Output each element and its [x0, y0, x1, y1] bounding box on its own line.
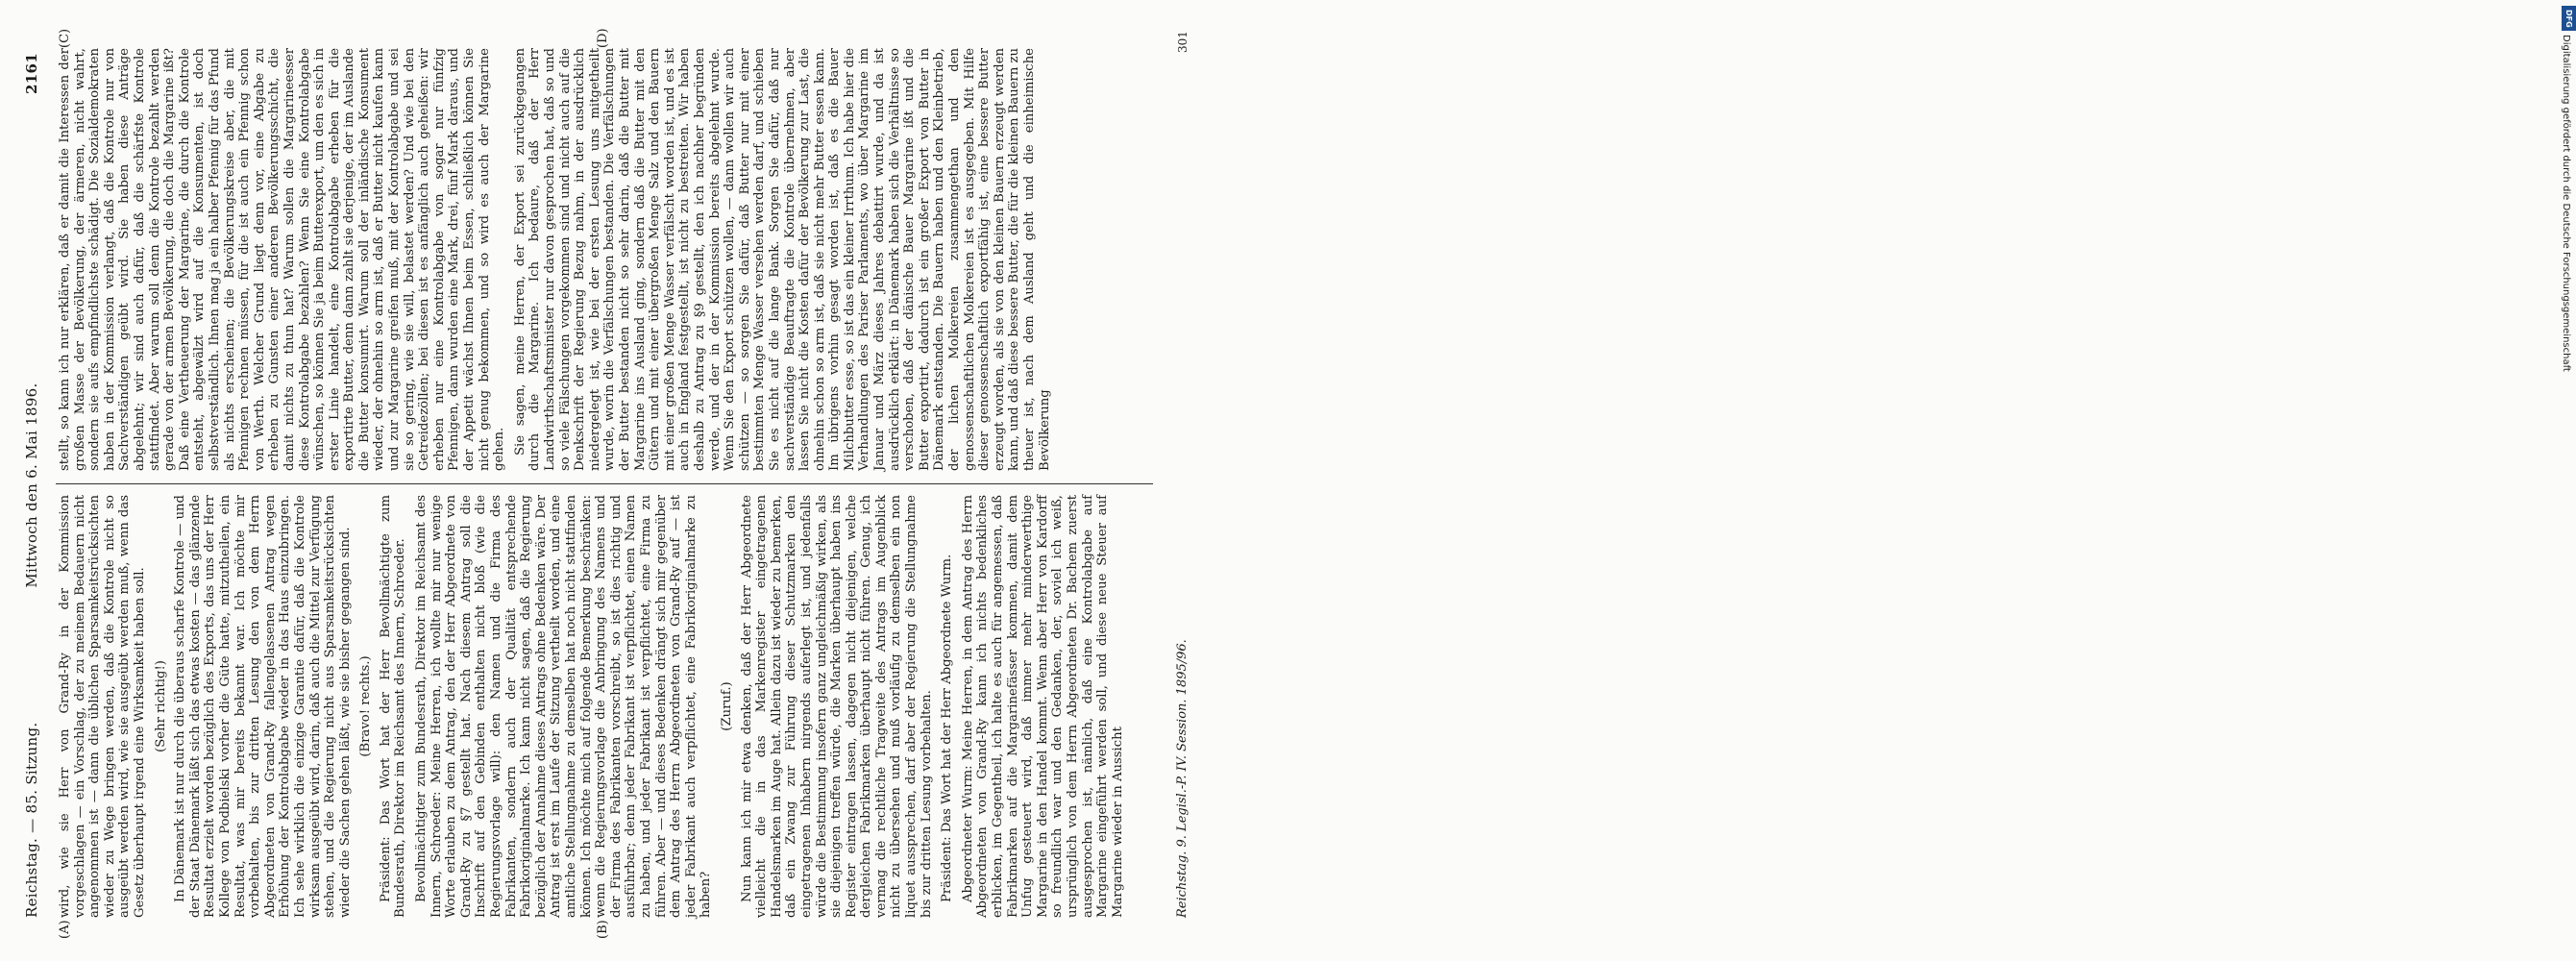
dfg-logo: DFG	[2562, 6, 2576, 31]
interjection: (Bravo! rechts.)	[358, 655, 374, 757]
text-column-left	[58, 495, 1131, 918]
paragraph: Bevollmächtigter zum Bundesrath, Direktor im Reichsamt des Innern, Schroeder: Meine Herren, ich wollte mir nur wenige Worte erlauben zu dem Antrag, den der Herr Abgeordnete von Grand-Ry zu §7 gestellt hat. Nach diesem Antrag soll die Inschrift auf den Gebinden enthalten nicht bloß (wie die Regierungsvorlage will): den Namen und die Firma des Fabrikanten, sondern auch der Qualität entsprechende Fabrikoriginalmarke. Ich kann nicht sagen, daß die Regierung bezüglich der Annahme dieses Antrags ohne Bedenken wäre. Der Antrag ist erst im Laufe der Sitzung vertheilt worden, und eine amtliche Stellungnahme zu demselben hat noch nicht stattfinden können. Ich möchte mich auf folgende Bemerkung beschränken: wenn die Regierungsvorlage die Anbringung des Namens und der Firma des Fabrikanten vorschreibt, so ist dies richtig und ausführbar; denn jeder Fabrikant ist verpflichtet, einen Namen zu haben, und jeder Fabrikant ist verpflichtet, eine Firma zu führen. Aber — und dieses Bedenken drängt sich mir gegenüber dem Antrag des Herrn Abgeordneten von Grand-Ry auf — ist jeder Fabrikant auch verpflichtet, eine Fabrikoriginalmarke zu haben?	[414, 495, 714, 918]
margin-marker-d: (D)	[596, 28, 610, 48]
margin-marker-c: (C)	[58, 28, 72, 48]
margin-marker-b: (B)	[596, 920, 610, 939]
header-date: Mittwoch den 6. Mai 1896.	[23, 382, 40, 588]
page-header	[23, 53, 46, 918]
text-column-right	[58, 48, 1058, 471]
paragraph: Präsident: Das Wort hat der Herr Bevollmächtigte zum Bundesrath, Direktor im Reichsamt des Innern, Schroeder.	[378, 495, 408, 918]
paragraph: wird, wie sie Herr von Grand-Ry in der Kommission vorgeschlagen — ein Vorschlag, der zu meinem Bedauern nicht angenommen ist — dann die üblichen Sparsamkeitsrücksichten wieder zu Wege bringen werden, daß die Kontrole nicht so ausgeübt werden wird, wie sie ausgeübt werden muß, wenn das Gesetz überhaupt irgend eine Wirksamkeit haben soll.	[58, 495, 147, 918]
margin-marker-a: (A)	[58, 920, 72, 939]
header-page-number: 2161	[23, 53, 40, 94]
paragraph: In Dänemark ist nur durch die überaus scharfe Kontrole — und der Staat Dänemark läßt sich das etwas kosten — das glänzende Resultat erzielt worden bezüglich des Exports, das uns der Herr Kollege von Podbielski vorher die Güte hatte, mitzutheilen, ein Resultat, was mir bereits bekannt war. Ich möchte mir vorbehalten, bis zur dritten Lesung den von dem Herrn Abgeordneten von Grand-Ry fallengelassenen Antrag wegen Erhöhung der Kontrolabgabe wieder in das Haus einzubringen. Ich sehe wirklich die einzige Garantie dafür, daß die Kontrole wirksam ausgeübt wird, darin, daß auch die Mittel zur Verfügung stehen, und die Regierung nicht aus Sparsamkeitsrücksichten wieder die Sachen gehen läßt, wie sie bisher gegangen sind.	[173, 495, 353, 918]
column-divider	[56, 483, 1153, 484]
paragraph: Sie sagen, meine Herren, der Export sei zurückgegangen durch die Margarine. Ich bedaure, daß der Herr Landwirthschaftsminister nur davon gesprochen hat, daß so und so viele Fälschungen vorgekommen sind und nicht auch auf die Denkschrift der Regierung Bezug nahm, in der ausdrücklich niedergelegt ist, wie bei der ersten Lesung uns mitgetheilt wurde, worin die Verfälschungen bestanden. Die Verfälschungen der Butter bestanden nicht so sehr darin, daß die Butter mit Margarine ins Ausland ging, sondern daß die Butter mit den Gütern und mit einer übergroßen Menge Salz und den Bauern mit einer großen Menge Wasser verfälscht worden ist, und es ist auch in England festgestellt, ist nicht zu bestreiten. Wir haben deshalb zu Antrag zu §9 gestellt, den ich nachher begründen werde, und der in der Kommission bereits abgelehnt wurde. Wenn Sie den Export schützen wollen, — dann wollen wir auch schützen — so sorgen Sie dafür, daß Butter nur mit einer bestimmten Menge Wasser versehen werden darf, und schieben Sie es nicht auf die lange Bank. Sorgen Sie dafür, daß nur sachverständige Beauftragte die Kontrole übernehmen, aber lassen Sie nicht die Kosten dafür der Bevölkerung zur Last, die ohnehin schon so arm ist, daß sie nicht mehr Butter essen kann. Im übrigens vorhin gesagt worden ist, daß es die Bauer Milchbutter esse, so ist das ein kleiner Irrthum. Ich habe hier die Verhandlungen des Pariser Parlaments, wo über Margarine im Januar und März dieses Jahres debattirt wurde, und da ist ausdrücklich erklärt: in Dänemark haben sich die Verhältnisse so verschoben, daß der dänische Bauer Margarine ißt und die Butter exportirt, dadurch ist ein großer Export von Butter in Dänemark entstanden. Die Bauern haben und den Kleinbetrieb, der lichen Molkereien zusammengethan und den genossenschaftlichen Molkereien ist es ausgegeben. Mit Hilfe dieser genossenschaftlich exportfähig ist, eine bessere Butter erzeugt worden, als sie von den kleinen Bauern erzeugt werden kann, und daß diese bessere Butter, die für die kleinen Bauern zu theuer ist, nach dem Ausland geht und die einheimische Bevölkerung	[512, 48, 1052, 471]
interjection: (Zuruf.)	[719, 681, 734, 731]
interjection: (Sehr richtig!)	[153, 660, 168, 752]
paragraph: Präsident: Das Wort hat der Herr Abgeordnete Wurm.	[940, 554, 955, 902]
paragraph: Abgeordneter Wurm: Meine Herren, in dem Antrag des Herrn Abgeordneten von Grand-Ry kann ich nichts bedenkliches erblicken, im Gegentheil, ich halte es auch für angemessen, daß Fabrikmarken auf die Margarinefässer kommen, damit dem Unfug gesteuert wird, daß immer mehr minderwerthige Margarine in den Handel kommt. Wenn aber Herr von Kardorff so freundlich war und den Gedanken, der, soviel ich weiß, ursprünglich von dem Herrn Abgeordneten Dr. Bachem zuerst ausgesprochen ist, nämlich, daß eine Kontrolabgabe auf Margarine eingeführt werden soll, und diese neue Steuer auf Margarine wieder in Aussicht	[960, 495, 1125, 918]
session-footer: Reichstag. 9. Legisl.-P. IV. Session. 1895/96.	[1175, 639, 1190, 918]
digitization-strip	[1279, 0, 2573, 961]
sheet-number: 301	[1176, 31, 1190, 53]
paragraph: stellt, so kann ich nur erklären, daß er damit die Interessen der großen Masse der Bevölkerung, der ärmeren, nicht wahrt, sondern sie aufs empfindlichste schädigt. Die Sozialdemokraten haben in der Kommission verlangt, daß die Kontrole nur von Sachverständigen geübt wird. Sie haben diese Anträge abgelehnt; wir sind auch dafür, daß die schärfste Kontrole stattfindet. Aber warum soll denn die Kontrole bezahlt werden gerade von der armen Bevölkerung, die doch die Margarine ißt? Daß eine Vertheuerung der Margarine, die durch die Kontrole entsteht, abgewälzt wird auf die Konsumenten, ist doch selbstverständlich. Ihnen mag ja ein halber Pfennig für das Pfund als nichts erscheinen; die Bevölkerungskreise aber, die mit Pfennigen rechnen müssen, für die ist auch ein Pfennig schon von Werth. Welcher Grund liegt denn vor, eine Abgabe zu erheben zu Gunsten einer anderen Bevölkerungsschicht, die damit nichts zu thun hat? Warum sollen die Margarineesser diese Kontrolabgabe bezahlen? Wenn Sie eine Kontrolabgabe wünschen, so können Sie ja beim Butterexport, um den es sich in erster Linie handelt, eine Kontrolabgabe erheben für die exportirte Butter, denn dann zahlt sie derjenige, der im Auslande die Butter konsumirt. Warum soll der inländische Konsument wieder, der ohnehin so arm ist, daß er Butter nicht kaufen kann und zur Margarine greifen muß, mit der Kontrolabgabe und sei sie so gering, wie sie will, belastet werden? Und wie bei den Getreidezöllen; bei diesen ist es anfänglich auch geheißen: wir erheben nur eine Kontrolabgabe von sogar nur fünfzig Pfennigen, dann wurden eine Mark, drei, fünf Mark daraus, und der Appetit wächst Ihnen beim Essen, schließlich können Sie nicht genug bekommen, und so wird es auch der Margarine gehen.	[58, 48, 507, 471]
digitization-note: Digitalisierung gefördert durch die Deutsche Forschungsgemeinschaft	[2561, 35, 2571, 372]
header-left: Reichstag. — 85. Sitzung.	[23, 722, 40, 918]
paragraph: Nun kann ich mir etwa denken, daß der Herr Abgeordnete vielleicht die in das Markenregister eingetragenen Handelsmarken im Auge hat. Allein dazu ist wieder zu bemerken, daß ein Zwang zur Führung dieser Schutzmarken den eingetragenen Inhabern nirgends auferlegt ist, und jedenfalls würde die Bestimmung insofern ganz ungleichmäßig wirken, als sie diejenigen treffen würde, die Marken überhaupt haben ins Register eintragen lassen, dagegen nicht diejenigen, welche dergleichen Fabrikmarken überhaupt nicht führen. Genug, ich vermag die rechtliche Tragweite des Antrags im Augenblick nicht zu übersehen und muß vorläufig zu demselben ein non liquet aussprechen, darf aber der Regierung die Stellungnahme bis zur dritten Lesung vorbehalten.	[739, 495, 934, 918]
rotated-page	[19, 24, 1211, 947]
